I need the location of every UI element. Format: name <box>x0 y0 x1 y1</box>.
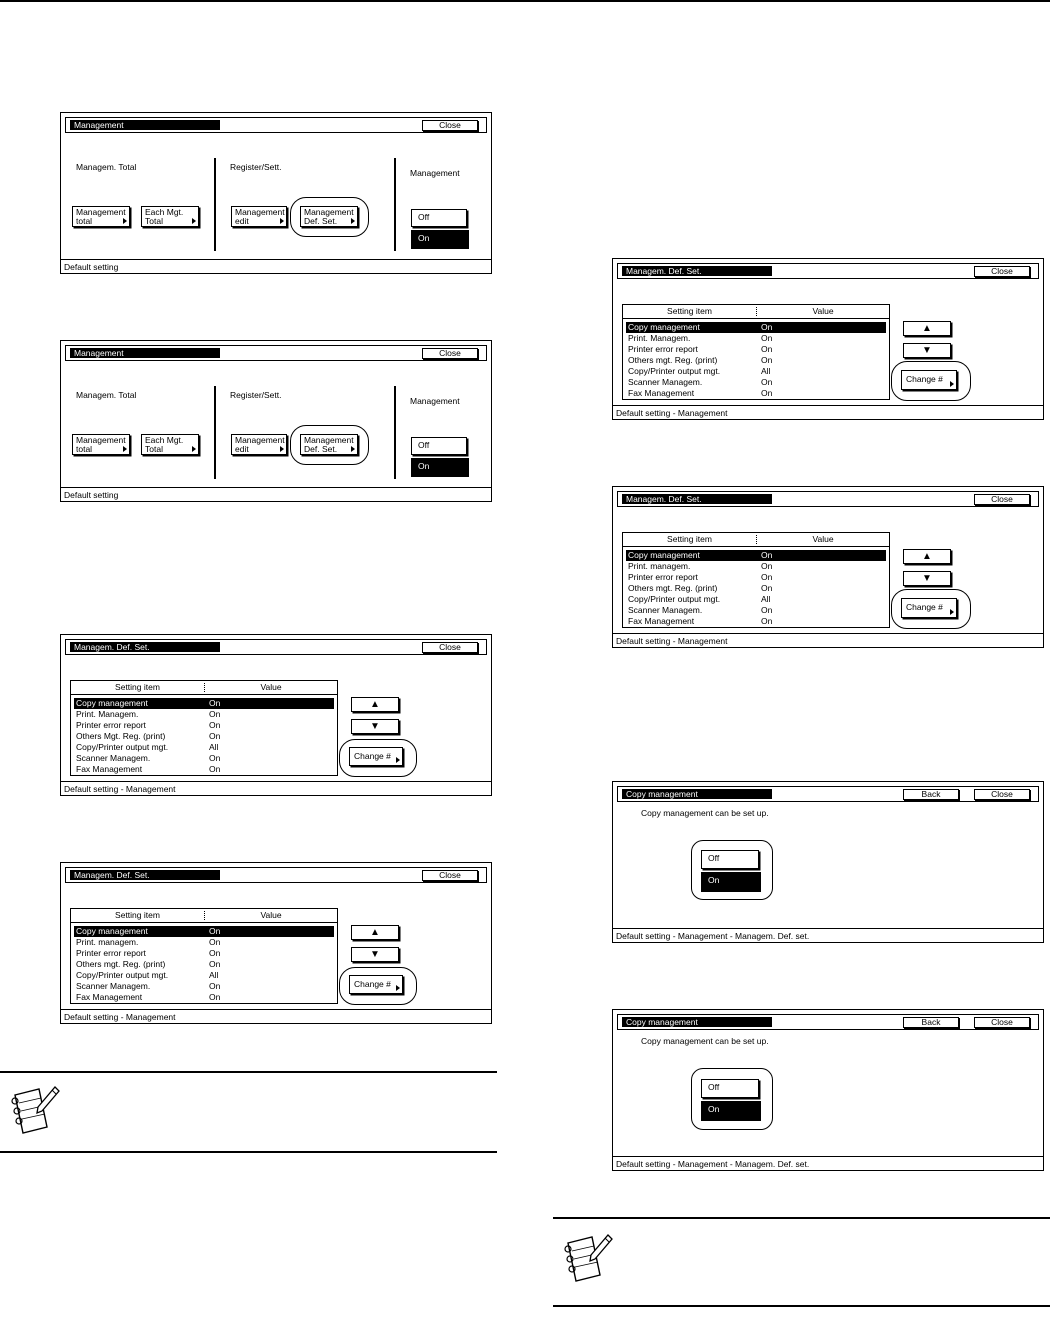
off-button[interactable]: Off <box>701 850 759 869</box>
change-button[interactable]: Change # <box>349 747 403 766</box>
copy-management-screen-2 <box>612 1009 1044 1171</box>
notepad-pencil-icon <box>558 1231 614 1289</box>
scroll-down-button[interactable]: ▼ <box>903 343 951 358</box>
settings-list <box>622 532 890 628</box>
list-item[interactable]: Copy/Printer output mgt. All <box>628 366 771 376</box>
screen-title: Copy management <box>622 789 772 799</box>
list-item[interactable]: Print. managem. On <box>76 937 221 947</box>
settings-list <box>70 908 338 1004</box>
screen-title: Copy management <box>622 1017 772 1027</box>
close-button[interactable]: Close <box>422 870 478 881</box>
col-setting-item: Setting item <box>115 910 160 920</box>
list-item[interactable]: Copy management On <box>74 698 334 709</box>
each-mgt-total-button[interactable]: Each Mgt. Total <box>141 434 199 455</box>
list-item[interactable]: Fax Management On <box>628 616 773 626</box>
col-setting-item: Setting item <box>667 534 712 544</box>
col-setting-item: Setting item <box>667 306 712 316</box>
on-button[interactable]: On <box>411 458 469 477</box>
footer-breadcrumb: Default setting - Management - Managem. Def. set. <box>613 1156 1043 1170</box>
management-screen-2 <box>60 340 492 502</box>
col-value: Value <box>812 306 834 316</box>
def-set-screen-2 <box>60 862 492 1024</box>
col-value: Value <box>812 534 834 544</box>
close-button[interactable]: Close <box>422 348 478 359</box>
footer-breadcrumb: Default setting - Management <box>613 405 1043 419</box>
list-item[interactable]: Copy management On <box>626 550 886 561</box>
on-button[interactable]: On <box>411 230 469 249</box>
list-item[interactable]: Printer error report On <box>628 344 773 354</box>
def-set-screen-4 <box>612 486 1044 648</box>
footer-breadcrumb: Default setting - Management <box>61 1009 491 1023</box>
list-header <box>623 533 889 547</box>
register-sett-label: Register/Sett. <box>230 162 282 172</box>
list-item[interactable]: Print. Managem. On <box>76 709 221 719</box>
note-box <box>0 1071 497 1153</box>
settings-list <box>622 304 890 400</box>
note-box <box>553 1217 1050 1307</box>
title-bar <box>617 263 1039 279</box>
close-button[interactable]: Close <box>974 789 1030 800</box>
list-item[interactable]: Fax Management On <box>76 992 221 1002</box>
screen-title: Managem. Def. Set. <box>622 494 772 504</box>
register-sett-label: Register/Sett. <box>230 390 282 400</box>
title-bar <box>617 1014 1039 1030</box>
page-top-rule <box>0 0 1050 2</box>
management-edit-button[interactable]: Management edit <box>231 434 287 455</box>
change-button[interactable]: Change # <box>349 975 403 994</box>
title-bar <box>65 345 487 361</box>
scroll-down-button[interactable]: ▼ <box>351 719 399 734</box>
title-bar <box>65 639 487 655</box>
off-button[interactable]: Off <box>701 1079 759 1098</box>
list-header <box>71 681 337 695</box>
change-button[interactable]: Change # <box>901 598 957 618</box>
divider <box>394 386 396 479</box>
list-item[interactable]: Print. managem. On <box>628 561 773 571</box>
list-header <box>623 305 889 319</box>
list-item[interactable]: Printer error report On <box>76 948 221 958</box>
footer-breadcrumb: Default setting - Management <box>61 781 491 795</box>
on-button[interactable]: On <box>701 1101 761 1121</box>
close-button[interactable]: Close <box>974 1017 1030 1028</box>
list-item[interactable]: Print. Managem. On <box>628 333 773 343</box>
list-item[interactable]: Printer error report On <box>76 720 221 730</box>
close-button[interactable]: Close <box>974 266 1030 277</box>
screen-title: Managem. Def. Set. <box>70 642 220 652</box>
screen-title: Managem. Def. Set. <box>622 266 772 276</box>
info-message: Copy management can be set up. <box>641 1036 769 1046</box>
each-mgt-total-button[interactable]: Each Mgt. Total <box>141 206 199 227</box>
copy-management-screen-1 <box>612 781 1044 943</box>
title-bar <box>65 867 487 883</box>
list-item[interactable]: Others Mgt. Reg. (print) On <box>76 731 221 741</box>
notepad-pencil-icon <box>5 1083 61 1141</box>
title-bar <box>617 786 1039 802</box>
close-button[interactable]: Close <box>422 120 478 131</box>
list-item[interactable]: Fax Management On <box>628 388 773 398</box>
info-message: Copy management can be set up. <box>641 808 769 818</box>
change-button[interactable]: Change # <box>901 370 957 390</box>
scroll-up-button[interactable]: ▲ <box>903 549 951 564</box>
off-button[interactable]: Off <box>411 437 467 455</box>
managem-total-label: Managem. Total <box>76 162 137 172</box>
managem-total-label: Managem. Total <box>76 390 137 400</box>
on-button[interactable]: On <box>701 872 761 892</box>
scroll-down-button[interactable]: ▼ <box>351 947 399 962</box>
list-item[interactable]: Scanner Managem. On <box>76 753 221 763</box>
management-screen-1 <box>60 112 492 274</box>
list-item[interactable]: Printer error report On <box>628 572 773 582</box>
close-button[interactable]: Close <box>422 642 478 653</box>
list-item[interactable]: Copy/Printer output mgt. All <box>76 970 219 980</box>
screen-title: Management <box>70 348 220 358</box>
list-item[interactable]: Copy management On <box>626 322 886 333</box>
scroll-down-button[interactable]: ▼ <box>903 571 951 586</box>
scroll-up-button[interactable]: ▲ <box>351 925 399 940</box>
scroll-up-button[interactable]: ▲ <box>903 321 951 336</box>
list-item[interactable]: Copy/Printer output mgt. All <box>76 742 219 752</box>
list-item[interactable]: Others mgt. Reg. (print) On <box>628 355 773 365</box>
list-item[interactable]: Scanner Managem. On <box>76 981 221 991</box>
list-item[interactable]: Copy management On <box>74 926 334 937</box>
title-bar <box>617 491 1039 507</box>
settings-list <box>70 680 338 776</box>
screen-title: Managem. Def. Set. <box>70 870 220 880</box>
management-def-set-button[interactable]: Management Def. Set. <box>300 434 358 455</box>
footer-breadcrumb: Default setting - Management - Managem. Def. set. <box>613 928 1043 942</box>
management-group-label: Management <box>410 396 460 406</box>
management-group-label: Management <box>410 168 460 178</box>
scroll-up-button[interactable]: ▲ <box>351 697 399 712</box>
col-value: Value <box>260 910 282 920</box>
list-item[interactable]: Others mgt. Reg. (print) On <box>628 583 773 593</box>
management-def-set-button[interactable]: Management Def. Set. <box>300 206 358 227</box>
def-set-screen-1 <box>60 634 492 796</box>
divider <box>394 158 396 251</box>
def-set-screen-3 <box>612 258 1044 420</box>
divider <box>214 158 216 251</box>
footer-breadcrumb: Default setting <box>61 259 491 273</box>
screen-title: Management <box>70 120 220 130</box>
management-edit-button[interactable]: Management edit <box>231 206 287 227</box>
management-total-button[interactable]: Management total <box>72 206 130 227</box>
list-item[interactable]: Copy/Printer output mgt. All <box>628 594 771 604</box>
divider <box>214 386 216 479</box>
col-value: Value <box>260 682 282 692</box>
list-item[interactable]: Others mgt. Reg. (print) On <box>76 959 221 969</box>
footer-breadcrumb: Default setting <box>61 487 491 501</box>
footer-breadcrumb: Default setting - Management <box>613 633 1043 647</box>
list-item[interactable]: Scanner Managem. On <box>628 377 773 387</box>
close-button[interactable]: Close <box>974 494 1030 505</box>
list-item[interactable]: Fax Management On <box>76 764 221 774</box>
title-bar <box>65 117 487 133</box>
off-button[interactable]: Off <box>411 209 467 227</box>
back-button[interactable]: Back <box>903 789 959 800</box>
list-item[interactable]: Scanner Managem. On <box>628 605 773 615</box>
management-total-button[interactable]: Management total <box>72 434 130 455</box>
back-button[interactable]: Back <box>903 1017 959 1028</box>
col-setting-item: Setting item <box>115 682 160 692</box>
list-header <box>71 909 337 923</box>
